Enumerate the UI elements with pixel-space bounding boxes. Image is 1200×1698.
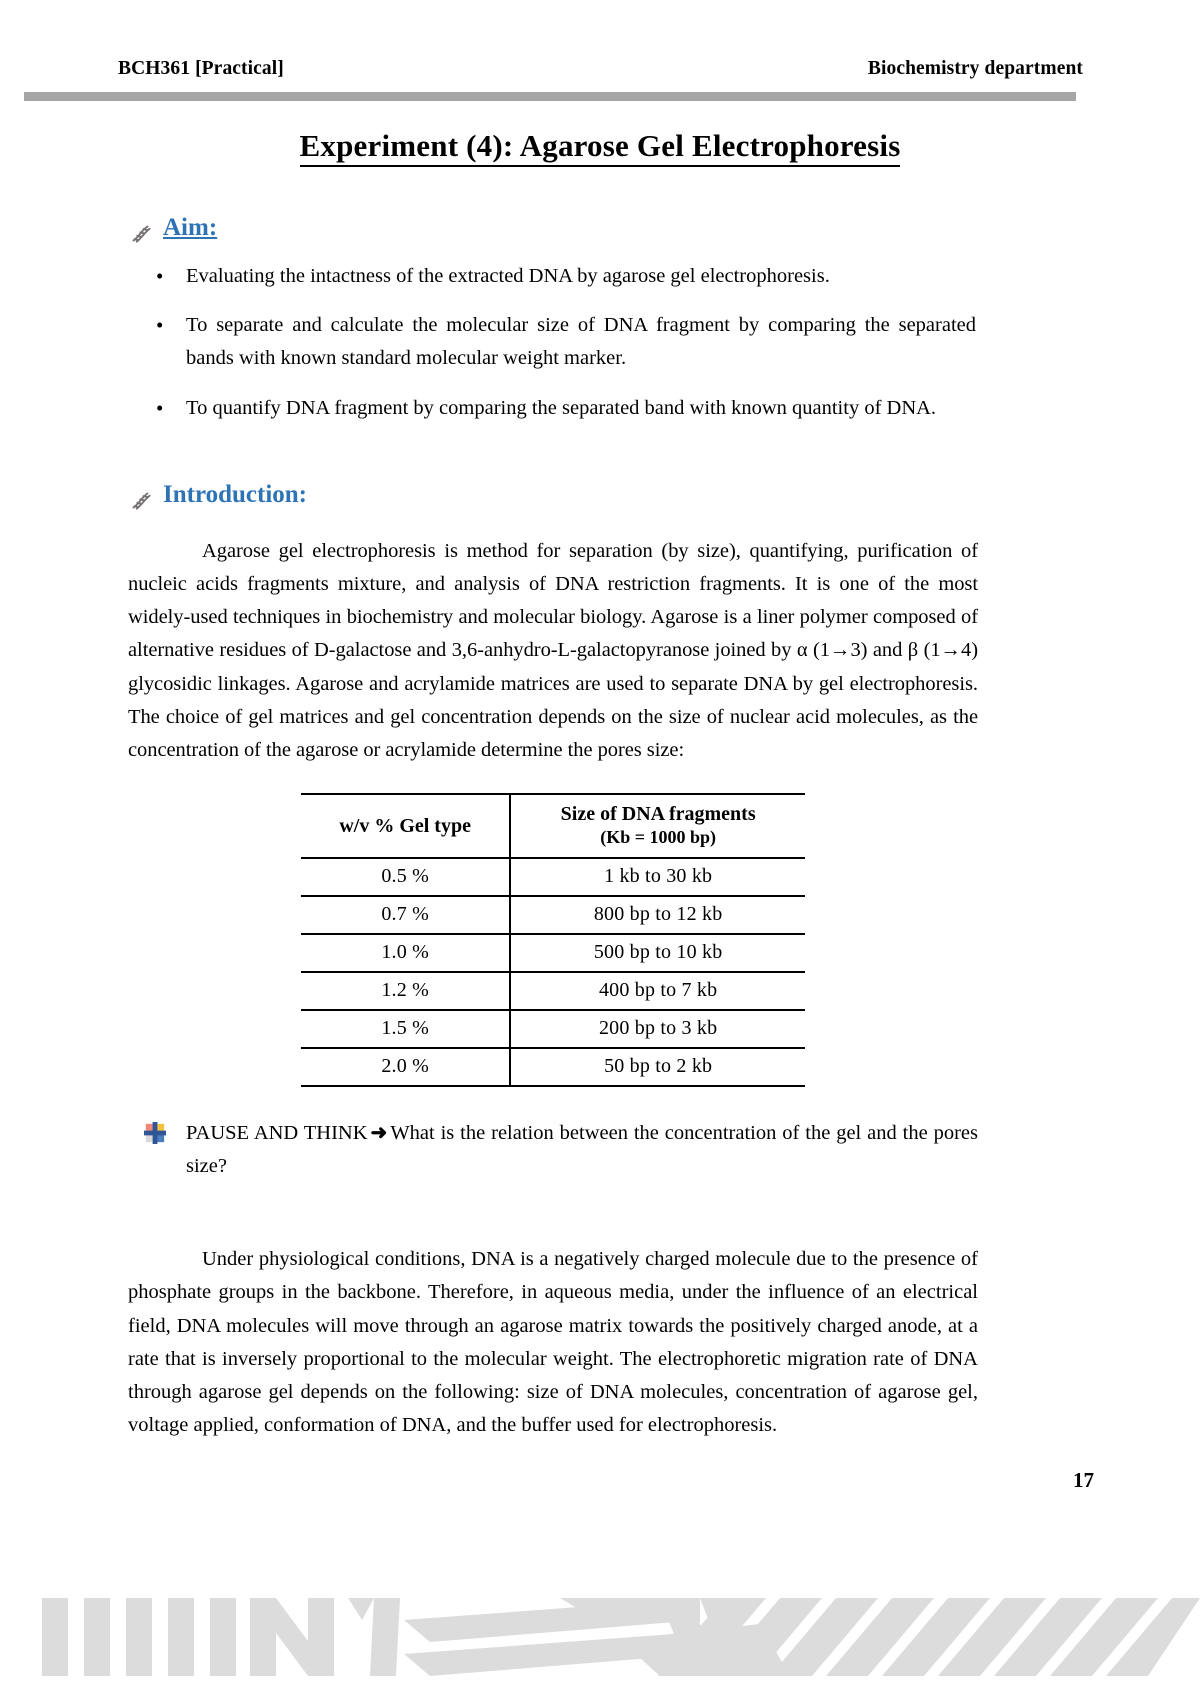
- pause-and-think-callout: [128, 1117, 978, 1183]
- cell-gel-type: 0.7 %: [301, 896, 510, 934]
- cell-fragment-size: 800 bp to 12 kb: [510, 896, 805, 934]
- table-header-fragment-size-main: Size of DNA fragments: [560, 803, 756, 826]
- pause-and-think-question: What is the relation between the concentration of the gel and the pores size?: [186, 1121, 978, 1178]
- cell-gel-type: 0.5 %: [301, 858, 510, 896]
- introduction-paragraph-1: Agarose gel electrophoresis is method for separation (by size), quantifying, purification of nucleic acids fragments mixture, and analysis of DNA restriction fragments. It is one of the most widely-used techniques in biochemistry and molecular biology. Agarose is a liner polymer composed of alternative residues of D-galactose and 3,6-anhydro-L-galactopyranose joined by α (1→3) and β (1→4) glycosidic linkages. Agarose and acrylamide matrices are used to separate DNA by gel electrophoresis. The choice of gel matrices and gel concentration depends on the size of nuclear acid molecules, as the concentration of the agarose or acrylamide determine the pores size:: [128, 539, 978, 762]
- gel-concentration-table: [301, 793, 805, 1087]
- colored-cross-bullet-icon: [144, 1122, 166, 1144]
- table-header-gel-type: w/v % Gel type: [301, 794, 510, 858]
- header-course-code: BCH361 [Practical]: [118, 58, 284, 79]
- list-item: • To quantify DNA fragment by comparing the separated band with known quantity of DNA.: [128, 392, 978, 425]
- gel-concentration-table-wrapper: [128, 793, 978, 1087]
- cell-gel-type: 2.0 %: [301, 1048, 510, 1086]
- page-header: [118, 58, 1083, 80]
- table-row: [301, 972, 805, 1010]
- list-item: • Evaluating the intactness of the extracted DNA by agarose gel electrophoresis.: [128, 260, 978, 293]
- cell-fragment-size: 200 bp to 3 kb: [510, 1010, 805, 1048]
- table-header-fragment-size: [510, 794, 805, 858]
- spacer: [128, 441, 978, 481]
- section-heading-introduction: [128, 481, 978, 513]
- introduction-paragraph-2: Under physiological conditions, DNA is a negatively charged molecule due to the presence of phosphate groups in the backbone. Therefore, in aqueous media, under the influence of an electrical field, DNA molecules will move through an agarose matrix towards the positively charged anode, at a rate that is inversely proportional to the molecular weight. The electrophoretic migration rate of DNA through agarose gel depends on the following: size of DNA molecules, concentration of agarose gel, voltage applied, conformation of DNA, and the buffer used for electrophoresis.: [128, 1248, 978, 1437]
- cell-gel-type: 1.0 %: [301, 934, 510, 972]
- spacer: [128, 1183, 978, 1243]
- cell-gel-type: 1.2 %: [301, 972, 510, 1010]
- section-title-aim: Aim:: [163, 214, 218, 241]
- table-row: [301, 934, 805, 972]
- table-row: [301, 1010, 805, 1048]
- table-row: [301, 896, 805, 934]
- table-header-row: [301, 794, 805, 858]
- table-header: [301, 794, 805, 858]
- cell-fragment-size: 400 bp to 7 kb: [510, 972, 805, 1010]
- table-header-fragment-size-sub: (Kb = 1000 bp): [600, 827, 717, 848]
- dna-helix-icon: [128, 220, 154, 246]
- table-body: [301, 858, 805, 1086]
- section-heading-aim: [128, 214, 978, 246]
- dna-helix-icon: [128, 487, 154, 513]
- cell-gel-type: 1.5 %: [301, 1010, 510, 1048]
- document-content: [128, 214, 978, 1442]
- spacer: [128, 519, 978, 535]
- table-row: [301, 1048, 805, 1086]
- header-divider-rule: [24, 92, 1076, 101]
- arrow-right-icon: ➜: [370, 1121, 388, 1144]
- list-item: • To separate and calculate the molecular size of DNA fragment by comparing the separated bands with known standard molecular weight marker.: [128, 309, 978, 375]
- cell-fragment-size: 50 bp to 2 kb: [510, 1048, 805, 1086]
- aim-bullet-list: [128, 260, 978, 425]
- page-number: 17: [1073, 1468, 1094, 1492]
- section-title-introduction: Introduction:: [163, 480, 308, 508]
- cell-fragment-size: 1 kb to 30 kb: [510, 858, 805, 896]
- pause-and-think-label: PAUSE AND THINK: [186, 1121, 368, 1144]
- table-row: [301, 858, 805, 896]
- header-department: Biochemistry department: [867, 58, 1083, 79]
- cell-fragment-size: 500 bp to 10 kb: [510, 934, 805, 972]
- page-title-text: Experiment (4): Agarose Gel Electrophoresis: [300, 128, 901, 167]
- page-title: [0, 128, 1200, 164]
- footer-decoration-graphic: [0, 1580, 1200, 1688]
